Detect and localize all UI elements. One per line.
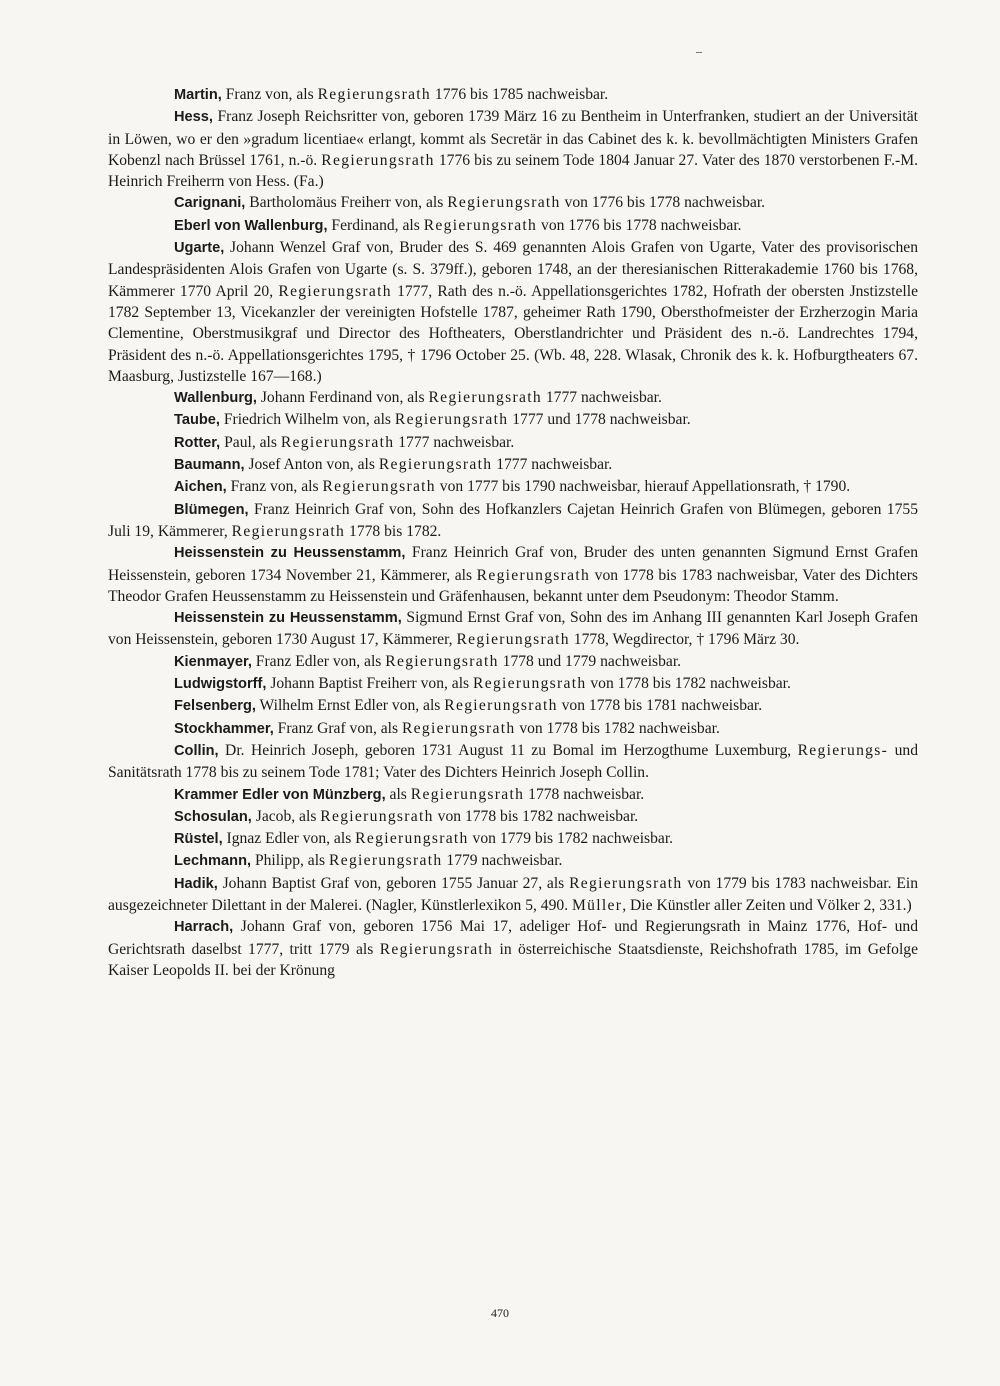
entry-text: von 1776 bis 1778 nachweisbar. — [537, 216, 742, 234]
entry-text: Bartholomäus Freiherr von, als — [245, 194, 448, 212]
spaced-term: Regierungs- — [797, 741, 889, 759]
entry-name: Heissenstein zu Heussenstamm, — [174, 610, 402, 627]
spaced-term: Regierungsrath — [379, 940, 494, 958]
spaced-term: Regierungsrath — [456, 631, 570, 649]
entry-text: Franz Heinrich Graf von, Sohn des Hofkanzlers Cajetan Heinrich Grafen von Blümegen, geboren 1755 Juli 19, Kämmerer, — [108, 500, 918, 540]
entry-text: 1777 nachweisbar. — [394, 433, 515, 451]
register-entry — [108, 651, 918, 673]
entry-name: Martin, — [174, 87, 222, 103]
entry-name: Felsenberg, — [174, 698, 256, 715]
entry-name: Aichen, — [174, 479, 227, 496]
register-entry — [108, 409, 918, 431]
spaced-term: Regierungsrath — [394, 411, 509, 429]
entry-text: 1776 bis zu seinem Tode 1804 Januar 27. Vater des 1870 verstorbenen F.-M. Heinrich Freiherrn von Hess. (Fa.) — [108, 151, 918, 191]
entry-name: Rüstel, — [174, 831, 223, 848]
register-entry — [108, 215, 918, 237]
spaced-term: Regierungsrath — [322, 478, 436, 496]
register-entry — [108, 673, 918, 695]
entry-text: Johann Baptist Graf von, geboren 1755 Januar 27, als — [217, 874, 570, 892]
register-entry — [108, 828, 918, 850]
entry-text: Franz von, als — [221, 86, 318, 103]
register-entry — [108, 387, 918, 409]
register-entry — [108, 740, 918, 784]
spaced-term: Regierungsrath — [428, 389, 542, 407]
entry-name: Harrach, — [174, 919, 234, 936]
spaced-term: Regierungsrath — [378, 456, 493, 474]
entry-text: 1778 und 1779 nachweisbar. — [498, 652, 682, 670]
entry-text: Wilhelm Ernst Edler von, als — [255, 697, 445, 715]
entry-text: Philipp, als — [251, 852, 330, 870]
spaced-term: Regierungsrath — [473, 675, 587, 693]
entry-name: Ludwigstorff, — [174, 676, 267, 693]
entry-name: Ugarte, — [174, 240, 225, 257]
entry-text: Johann Wenzel Graf von, Bruder des S. 469 genannten Alois Grafen von Ugarte, Vater des provisorischen Landespräsidenten Alois Grafen von Ugarte (s. S. 379ff.), geboren 1748, an der theresianischen Ritterakademie 1760 bis 1768, Kämmerer 1770 April 20, — [108, 239, 918, 300]
entry-text: von 1776 bis 1778 nachweisbar. — [560, 194, 766, 212]
register-entry — [108, 850, 918, 872]
spaced-term: Regierungsrath — [231, 522, 346, 540]
entry-name: Stockhammer, — [174, 720, 274, 737]
register-entry — [108, 476, 918, 498]
register-entry — [108, 695, 918, 717]
entry-text: 1777 nachweisbar. — [492, 456, 613, 474]
register-entry — [108, 499, 918, 543]
entry-name: Schosulan, — [174, 808, 252, 825]
entry-text: und Sanitätsrath 1778 bis zu seinem Tode 1781; Vater des Dichters Heinrich Joseph Collin. — [108, 741, 918, 782]
register-entry — [108, 542, 918, 607]
entry-text: von 1779 bis 1782 nachweisbar. — [468, 830, 674, 848]
entry-text: Franz Joseph Reichsritter von, geboren 1739 März 16 zu Bentheim in Unterfranken, studiert an der Universität in Löwen, wo er den »gradum licentiae« erlangt, kommt als Secretär in das Cabinet des k. k. bevollmächtigten Ministers Grafen Kobenzl nach Brüssel 1761, n.-ö. — [108, 108, 918, 169]
entry-text: , Die Künstler aller Zeiten und Völker 2, 331.) — [622, 896, 912, 914]
entry-text: 1777 und 1778 nachweisbar. — [508, 411, 691, 429]
spaced-term: Regierungsrath — [444, 697, 558, 715]
document-body — [108, 84, 918, 981]
spaced-term: Regierungsrath — [385, 652, 499, 670]
spaced-term: Regierungsrath — [317, 86, 432, 103]
entry-name: Lechmann, — [174, 853, 252, 870]
entry-text: von 1778 bis 1781 nachweisbar. — [557, 697, 763, 715]
register-entry — [108, 237, 918, 387]
register-entry — [108, 106, 918, 192]
entry-text: Franz von, als — [226, 478, 323, 496]
scan-mark — [696, 52, 702, 53]
entry-name: Taube, — [174, 412, 220, 429]
entry-name: Kienmayer, — [174, 653, 252, 670]
entry-name: Baumann, — [174, 457, 245, 474]
entry-name: Collin, — [174, 742, 219, 759]
spaced-term: Regierungsrath — [280, 433, 395, 451]
entry-text: 1779 nachweisbar. — [442, 852, 563, 870]
entry-text: Sigmund Ernst Graf von, Sohn des im Anhang III genannten Karl Joseph Grafen von Heissenstein, geboren 1730 August 17, Kämmerer, — [108, 609, 918, 649]
spaced-term: Regierungsrath — [447, 194, 561, 212]
entry-text: als — [385, 785, 411, 803]
spaced-term: Regierungsrath — [320, 807, 434, 825]
entry-text: Franz Heinrich Graf von, Bruder des unten genannten Sigmund Ernst Grafen Heissenstein, geboren 1734 November 21, Kämmerer, als — [108, 544, 918, 584]
spaced-term: Regierungsrath — [321, 151, 435, 169]
entry-name: Wallenburg, — [174, 390, 257, 407]
register-entry — [108, 84, 918, 106]
spaced-term: Regierungsrath — [401, 719, 516, 737]
entry-text: Friedrich Wilhelm von, als — [219, 411, 395, 429]
register-entry — [108, 454, 918, 476]
entry-text: 1777, Rath des n.-ö. Appellationsgerichtes 1782, Hofrath der obersten Jnstizstelle 1782 September 13, Vicekanzler der vereinigten Hofstelle 1787, geheimer Rath 1790, Obersthofmeister der Erzherzogin Maria Clementine, Oberstmusikgraf und Director des Hoftheaters, Oberstlandrichter und Präsident des n.-ö. Landrechtes 1794, Präsident des n.-ö. Appellationsgerichtes 1795, † 1796 October 25. (Wb. 48, 228. Wlasak, Chronik des k. k. Hofburgtheaters 67. Maasburg, Justizstelle 167—168.) — [108, 282, 918, 385]
entry-name: Krammer Edler von Münzberg, — [174, 786, 386, 803]
register-entry — [108, 718, 918, 740]
entry-name: Blümegen, — [174, 501, 249, 518]
register-entry — [108, 916, 918, 981]
entry-text: von 1778 bis 1783 nachweisbar, Vater des Dichters Theodor Grafen Heussenstamm zu Heissenstein und Gräfenhausen, bekannt unter dem Pseudonym: Theodor Stamm. — [108, 566, 918, 605]
entry-text: Josef Anton von, als — [244, 456, 379, 474]
entry-text: 1778, Wegdirector, † 1796 März 30. — [569, 631, 800, 649]
entry-text: Johann Ferdinand von, als — [256, 389, 429, 407]
spaced-term: Regierungsrath — [476, 566, 591, 584]
entry-text: Ignaz Edler von, als — [222, 830, 356, 848]
entry-text: Paul, als — [220, 433, 281, 451]
entry-text: 1778 bis 1782. — [345, 522, 442, 540]
entry-text: von 1778 bis 1782 nachweisbar. — [515, 719, 720, 737]
spaced-term: Regierungsrath — [329, 852, 443, 870]
entry-name: Hadik, — [174, 875, 218, 892]
entry-name: Rotter, — [174, 434, 221, 451]
entry-text: von 1778 bis 1782 nachweisbar. — [586, 675, 791, 693]
entry-name: Hess, — [174, 109, 213, 126]
entry-text: in österreichische Staatsdienste, Reichshofrath 1785, im Gefolge Kaiser Leopolds II. bei der Krönung — [108, 940, 918, 979]
entry-name: Heissenstein zu Heussenstamm, — [174, 545, 406, 562]
entry-text: Jacob, als — [251, 807, 321, 825]
entry-text: Dr. Heinrich Joseph, geboren 1731 August 11 zu Bomal im Herzogthume Luxemburg, — [218, 741, 798, 759]
entry-name: Carignani, — [174, 195, 246, 212]
entry-text: Franz Graf von, als — [273, 719, 402, 737]
spaced-term: Regierungsrath — [355, 830, 469, 848]
spaced-term: Regierungsrath — [410, 785, 525, 803]
entry-text: 1778 nachweisbar. — [524, 785, 645, 803]
entry-text: 1777 nachweisbar. — [541, 389, 662, 407]
register-entry — [108, 192, 918, 214]
entry-text: von 1777 bis 1790 nachweisbar, hierauf Appellationsrath, † 1790. — [435, 478, 851, 496]
entry-text: Johann Graf von, geboren 1756 Mai 17, adeliger Hof- und Regierungsrath in Mainz 1776, Hof- und Gerichtsrath daselbst 1777, tritt 1779 als — [108, 918, 918, 958]
spaced-term: Müller — [572, 896, 623, 914]
entry-text: von 1779 bis 1783 nachweisbar. Ein ausgezeichneter Dilettant in der Malerei. (Nagler, Künstlerlexikon 5, 490. — [108, 874, 918, 914]
register-entry — [108, 806, 918, 828]
register-entry — [108, 607, 918, 651]
entry-text: 1776 bis 1785 nachweisbar. — [431, 86, 609, 103]
spaced-term: Regierungsrath — [569, 874, 683, 892]
register-entry — [108, 432, 918, 454]
spaced-term: Regierungsrath — [423, 216, 538, 234]
entry-text: von 1778 bis 1782 nachweisbar. — [433, 807, 639, 825]
entry-text: Johann Baptist Freiherr von, als — [266, 675, 474, 693]
entry-text: Ferdinand, als — [327, 216, 424, 234]
entry-text: Franz Edler von, als — [251, 652, 386, 670]
register-entry — [108, 784, 918, 806]
spaced-term: Regierungsrath — [278, 282, 392, 300]
page-number: 470 — [491, 1306, 509, 1320]
entry-name: Eberl von Wallenburg, — [174, 217, 328, 234]
register-entry — [108, 873, 918, 917]
